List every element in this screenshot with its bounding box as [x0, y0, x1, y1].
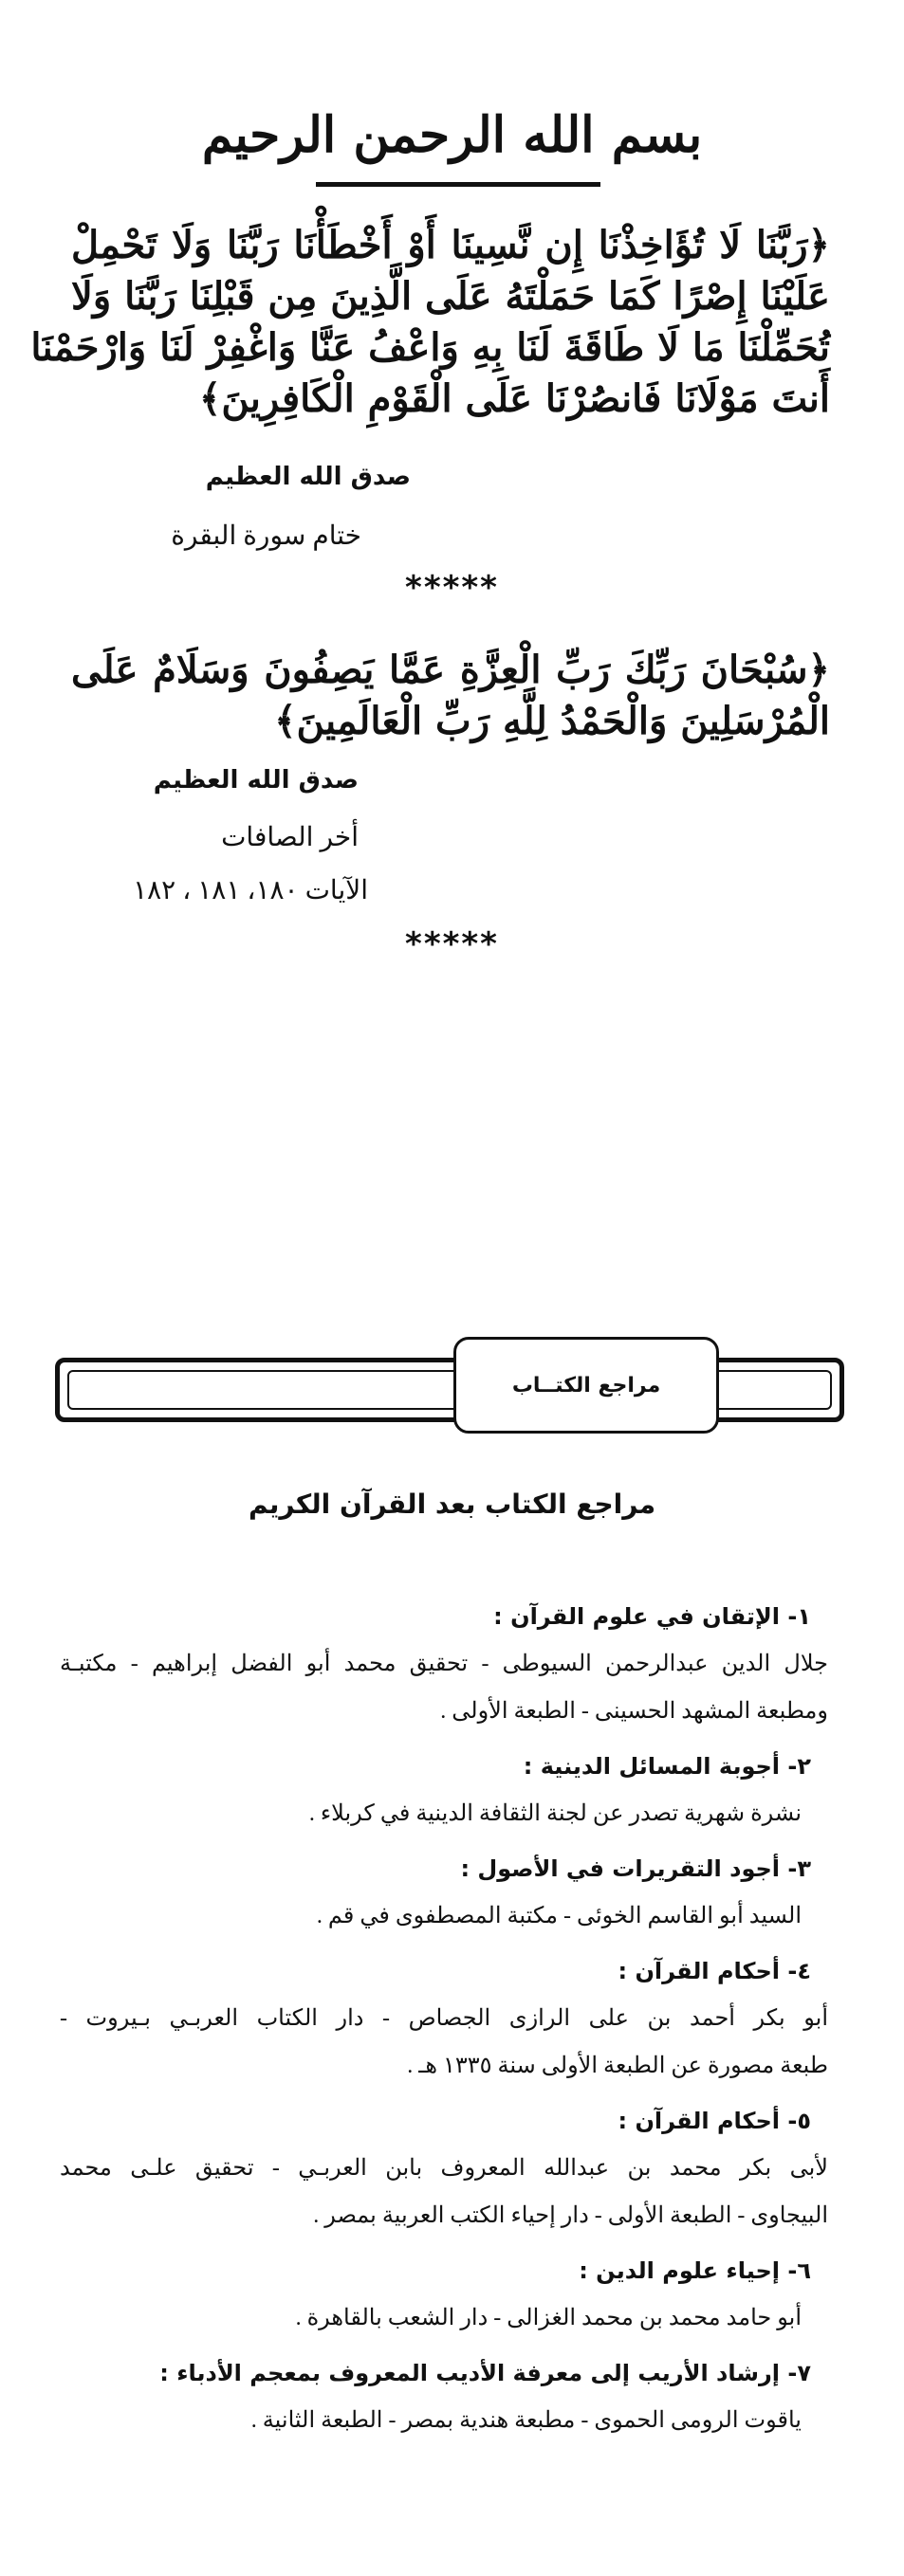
reference-details	[60, 1995, 828, 2090]
reference-details	[60, 2294, 828, 2342]
verse-ayat-numbers: الآيات ١٨٠، ١٨١ ، ١٨٢	[133, 876, 368, 905]
verse-line: ﴿سُبْحَانَ رَبِّكَ رَبِّ الْعِزَّةِ عَمَّا يَصِفُونَ وَسَلَامٌ عَلَى	[71, 648, 830, 692]
reference-line: طبعة مصورة عن الطبعة الأولى سنة ١٣٣٥ هـ .	[407, 2054, 828, 2078]
reference-details	[60, 1640, 828, 1735]
reference-title: ٦- إحياء علوم الدين :	[579, 2257, 811, 2284]
reference-item	[60, 2247, 828, 2342]
reference-line: البيجاوى - الطبعة الأولى - دار إحياء الكتب العربية بمصر .	[313, 2203, 828, 2228]
reference-item	[60, 2097, 828, 2239]
separator-stars-2: *****	[405, 925, 499, 963]
verse-line: ﴿رَبَّنَا لَا تُؤَاخِذْنَا إِن نَّسِينَا أَوْ أَخْطَأْنَا رَبَّنَا وَلَا تَحْمِلْ	[71, 223, 830, 267]
verse-line: عَلَيْنَا إِصْرًا كَمَا حَمَلْتَهُ عَلَى الَّذِينَ مِن قَبْلِنَا رَبَّنَا وَلَا	[71, 274, 830, 319]
basmala-underline	[316, 182, 600, 187]
reference-title: ١- الإتقان في علوم القرآن :	[493, 1603, 811, 1630]
reference-line: ومطبعة المشهد الحسينى - الطبعة الأولى .	[440, 1699, 828, 1724]
references-tab-label: مراجع الكتــاب	[453, 1337, 719, 1434]
verse-line: تُحَمِّلْنَا مَا لَا طَاقَةَ لَنَا بِهِ وَاعْفُ عَنَّا وَاغْفِرْ لَنَا وَارْحَمْنَا	[30, 325, 830, 370]
verse-source-1: ختام سورة البقرة	[171, 521, 361, 551]
reference-title: ٥- أحكام القرآن :	[618, 2108, 811, 2134]
reference-item	[60, 2349, 828, 2444]
reference-title: ٢- أجوبة المسائل الدينية :	[523, 1753, 811, 1780]
sadaq-allah-2: صدق الله العظيم	[153, 766, 359, 795]
verse-baqarah	[30, 220, 830, 425]
references-list	[60, 1593, 828, 2452]
reference-line: ياقوت الرومى الحموى - مطبعة هندية بمصر - الطبعة الثانية .	[250, 2408, 802, 2433]
reference-item	[60, 1743, 828, 1837]
sadaq-allah-1: صدق الله العظيم	[205, 463, 411, 491]
reference-title: ٣- أجود التقريرات في الأصول :	[460, 1855, 811, 1882]
reference-item	[60, 1593, 828, 1735]
basmala-heading: بسم الله الرحمن الرحيم	[201, 106, 703, 164]
reference-item	[60, 1947, 828, 2090]
verse-saffat	[71, 645, 830, 747]
reference-item	[60, 1845, 828, 1940]
reference-title: ٧- إرشاد الأريب إلى معرفة الأديب المعروف بمعجم الأدباء :	[159, 2360, 811, 2386]
reference-details	[60, 2145, 828, 2239]
reference-line: جلال الدين عبدالرحمن السيوطى - تحقيق محمد أبو الفضل إبراهيم - مكتبـة	[60, 1652, 828, 1676]
reference-line: السيد أبو القاسم الخوئى - مكتبة المصطفوى في قم .	[316, 1904, 802, 1928]
reference-line: أبو حامد محمد بن محمد الغزالى - دار الشعب بالقاهرة .	[295, 2306, 802, 2330]
reference-line: أبو بكر أحمد بن على الرازى الجصاص - دار الكتاب العربـي بـيروت -	[60, 2006, 828, 2031]
reference-line: نشرة شهرية تصدر عن لجنة الثقافة الدينية في كربلاء .	[308, 1801, 802, 1826]
separator-stars-1: *****	[405, 569, 499, 607]
verse-source-2: أخر الصافات	[221, 823, 359, 852]
reference-details	[60, 2397, 828, 2444]
verse-line: أَنتَ مَوْلَانَا فَانصُرْنَا عَلَى الْقَوْمِ الْكَافِرِينَ﴾	[198, 376, 830, 421]
references-banner	[55, 1358, 844, 1422]
reference-details	[60, 1892, 828, 1940]
reference-details	[60, 1790, 828, 1837]
reference-line: لأبى بكر محمد بن عبدالله المعروف بابن العربـي - تحقيق علـى محمد	[60, 2156, 828, 2181]
references-title: مراجع الكتاب بعد القرآن الكريم	[248, 1489, 656, 1520]
reference-title: ٤- أحكام القرآن :	[618, 1958, 811, 1984]
verse-line: الْمُرْسَلِينَ وَالْحَمْدُ لِلَّهِ رَبِّ الْعَالَمِينَ﴾	[274, 699, 830, 743]
